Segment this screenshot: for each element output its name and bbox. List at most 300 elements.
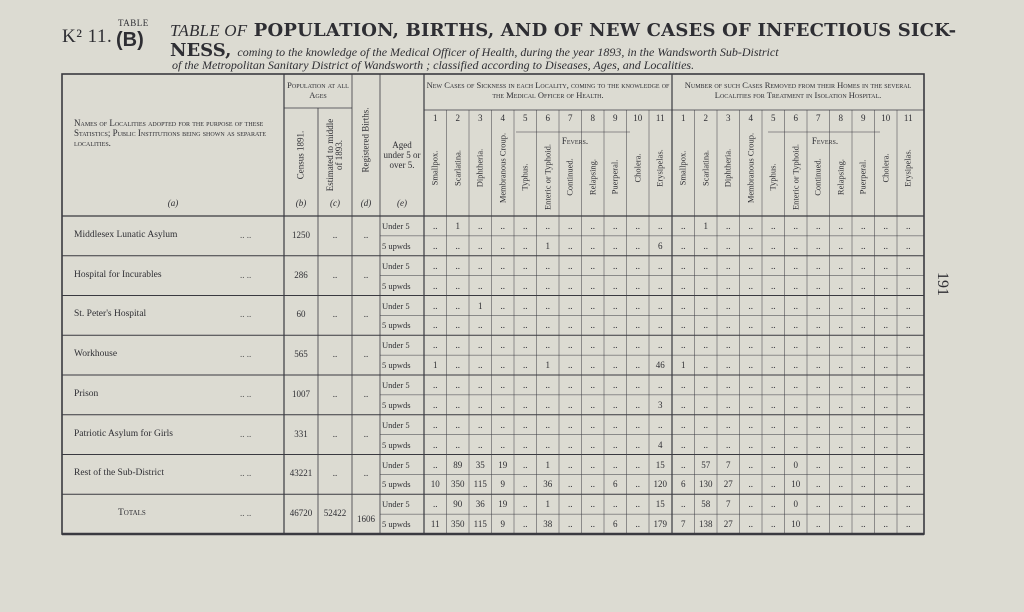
new-col-number: 7 <box>568 113 573 123</box>
new-over-cell: .. <box>523 519 528 530</box>
removed-under-cell: .. <box>838 221 843 231</box>
new-over-cell: 350 <box>451 479 465 490</box>
new-over-cell: 9 <box>500 519 505 530</box>
removed-under-cell: .. <box>793 380 798 390</box>
new-over-cell: .. <box>658 320 663 331</box>
removed-under-cell: .. <box>883 499 888 510</box>
new-under-cell: .. <box>433 340 438 351</box>
new-under-cell: .. <box>590 260 595 271</box>
new-under-cell: .. <box>658 419 663 430</box>
new-over-cell: .. <box>500 240 505 251</box>
new-over-cell: .. <box>500 439 505 450</box>
removed-over-cell: .. <box>771 280 776 291</box>
removed-under-cell: 7 <box>726 459 731 470</box>
removed-over-cell: .. <box>726 439 731 450</box>
new-under-cell: .. <box>523 300 528 311</box>
new-disease-header: Diphtheria. <box>474 148 485 188</box>
removed-over-cell: .. <box>883 280 888 291</box>
new-over-cell: .. <box>433 439 438 450</box>
removed-under-cell: .. <box>681 300 686 311</box>
removed-under-cell: .. <box>861 260 866 271</box>
removed-over-cell: .. <box>748 240 753 251</box>
removed-under-cell: .. <box>771 300 776 311</box>
removed-under-cell: 57 <box>701 459 711 470</box>
removed-under-cell: .. <box>861 499 866 510</box>
removed-under-cell: .. <box>906 380 911 390</box>
removed-under-cell: .. <box>748 221 753 231</box>
removed-over-cell: .. <box>703 240 708 251</box>
col-d-label: (d) <box>360 198 372 208</box>
new-over-cell: .. <box>613 439 618 450</box>
removed-col-number: 7 <box>816 113 821 123</box>
removed-over-cell: .. <box>726 280 731 291</box>
removed-over-cell: 27 <box>723 479 733 490</box>
new-under-cell: .. <box>523 340 528 351</box>
removed-under-cell: .. <box>793 300 798 311</box>
age-over-label: 5 upwds <box>382 439 411 450</box>
removed-over-cell: .. <box>771 320 776 331</box>
new-under-cell: 35 <box>475 459 485 470</box>
removed-under-cell: .. <box>793 260 798 271</box>
new-under-cell: .. <box>500 300 505 311</box>
census-value: 43221 <box>289 468 313 479</box>
removed-over-cell: .. <box>861 439 866 450</box>
estimated-header: Estimated to middle of 1893. <box>325 118 344 192</box>
removed-under-cell: .. <box>681 260 686 271</box>
removed-over-cell: .. <box>681 399 686 410</box>
removed-over-cell: .. <box>726 320 731 331</box>
new-over-cell: 36 <box>543 479 553 490</box>
removed-over-cell: 10 <box>791 479 801 490</box>
new-under-cell: .. <box>545 380 550 390</box>
removed-disease-header: Enteric or Typhoid. <box>790 143 801 211</box>
removed-under-cell: .. <box>861 221 866 231</box>
new-over-cell: .. <box>635 439 640 450</box>
removed-under-cell: .. <box>816 499 821 510</box>
new-over-cell: .. <box>568 360 573 371</box>
removed-over-cell: .. <box>883 240 888 251</box>
new-disease-header: Membranous Croup. <box>497 132 508 204</box>
removed-over-cell: .. <box>861 519 866 530</box>
new-over-cell: .. <box>568 519 573 530</box>
age-under-label: Under 5 <box>382 340 410 351</box>
new-under-cell: .. <box>478 221 483 231</box>
leader-dots: .. .. <box>240 269 252 280</box>
new-col-number: 4 <box>500 113 505 123</box>
names-header: Names of Localities adopted for the purpose of these Statistics; Public Institutions being shown as separate localities. <box>74 118 266 148</box>
new-under-cell: .. <box>613 459 618 470</box>
removed-disease-header: Erysipelas. <box>902 149 913 187</box>
new-col-number: 3 <box>478 113 483 123</box>
leader-dots: .. .. <box>240 349 252 360</box>
removed-over-cell: .. <box>681 240 686 251</box>
removed-under-cell: .. <box>748 459 753 470</box>
removed-over-cell: .. <box>681 280 686 291</box>
new-over-cell: 4 <box>658 439 663 450</box>
new-under-cell: .. <box>545 221 550 231</box>
removed-over-cell: .. <box>771 479 776 490</box>
new-under-cell: .. <box>635 221 640 231</box>
removed-under-cell: .. <box>816 380 821 390</box>
removed-under-cell: .. <box>883 459 888 470</box>
age-under-label: Under 5 <box>382 459 410 470</box>
new-over-cell: .. <box>478 399 483 410</box>
removed-over-cell: .. <box>748 280 753 291</box>
removed-under-cell: 58 <box>701 499 711 510</box>
leader-dots: .. .. <box>240 388 252 399</box>
new-under-cell: .. <box>613 499 618 510</box>
removed-under-cell: .. <box>883 300 888 311</box>
removed-under-cell: .. <box>748 340 753 351</box>
new-over-cell: .. <box>455 360 460 371</box>
removed-under-cell: .. <box>726 300 731 311</box>
births-value: .. <box>363 269 369 280</box>
new-under-cell: .. <box>545 340 550 351</box>
new-over-cell: .. <box>433 280 438 291</box>
new-under-cell: .. <box>613 340 618 351</box>
new-over-cell: .. <box>523 280 528 291</box>
new-under-cell: .. <box>500 260 505 271</box>
removed-over-cell: .. <box>883 360 888 371</box>
removed-under-cell: .. <box>748 419 753 430</box>
removed-over-cell: .. <box>838 399 843 410</box>
removed-over-cell: .. <box>906 399 911 410</box>
removed-over-cell: .. <box>816 360 821 371</box>
estimated-value: .. <box>332 229 338 240</box>
removed-over-cell: .. <box>816 439 821 450</box>
new-over-cell: .. <box>478 360 483 371</box>
removed-under-cell: .. <box>838 499 843 510</box>
removed-under-cell: .. <box>681 221 686 231</box>
new-under-cell: .. <box>455 300 460 311</box>
new-under-cell: .. <box>590 380 595 390</box>
removed-under-cell: .. <box>838 340 843 351</box>
age-over-label: 5 upwds <box>382 360 411 371</box>
new-under-cell: .. <box>523 459 528 470</box>
removed-disease-header: Continued. <box>812 158 823 196</box>
new-over-cell: .. <box>568 280 573 291</box>
new-under-cell: .. <box>568 419 573 430</box>
removed-disease-header: Scarlatina. <box>700 149 711 187</box>
removed-under-cell: .. <box>681 340 686 351</box>
births-value: 1606 <box>357 514 375 525</box>
new-over-cell: .. <box>590 439 595 450</box>
fevers-header-removed: Fevers. <box>811 136 839 146</box>
new-over-cell: .. <box>433 320 438 331</box>
new-over-cell: .. <box>523 360 528 371</box>
new-over-cell: .. <box>455 320 460 331</box>
new-under-cell: .. <box>568 260 573 271</box>
new-under-cell: .. <box>613 221 618 231</box>
new-over-cell: .. <box>613 240 618 251</box>
removed-over-cell: .. <box>816 519 821 530</box>
new-disease-header: Cholera. <box>632 153 643 183</box>
aged-header: Aged under 5 or over 5. <box>383 140 421 170</box>
removed-over-cell: .. <box>906 280 911 291</box>
removed-over-cell: .. <box>748 479 753 490</box>
census-value: 565 <box>294 349 308 360</box>
new-disease-header: Enteric or Typhoid. <box>542 143 553 211</box>
new-col-number: 9 <box>613 113 618 123</box>
removed-over-cell: .. <box>793 439 798 450</box>
location-name: Patriotic Asylum for Girls <box>74 428 173 439</box>
new-under-cell: .. <box>523 419 528 430</box>
removed-col-number: 6 <box>793 113 798 123</box>
removed-over-cell: .. <box>703 360 708 371</box>
removed-over-cell: .. <box>703 439 708 450</box>
removed-header: Number of such Cases Removed from their Homes in the several Localities for Treatment in Isolation Hospital. <box>684 80 912 100</box>
removed-under-cell: .. <box>906 499 911 510</box>
col-c-label: (c) <box>330 198 340 208</box>
removed-over-cell: .. <box>816 399 821 410</box>
new-over-cell: .. <box>455 240 460 251</box>
new-disease-header: Puerperal. <box>609 159 620 195</box>
leader-dots: .. .. <box>240 428 252 439</box>
new-over-cell: .. <box>590 280 595 291</box>
births-value: .. <box>363 229 369 240</box>
removed-under-cell: .. <box>816 419 821 430</box>
age-under-label: Under 5 <box>382 221 410 231</box>
new-over-cell: 3 <box>658 399 663 410</box>
removed-under-cell: .. <box>838 459 843 470</box>
location-name: Hospital for Incurables <box>74 269 162 280</box>
removed-under-cell: .. <box>681 499 686 510</box>
new-over-cell: .. <box>590 320 595 331</box>
removed-over-cell: .. <box>906 240 911 251</box>
new-col-number: 2 <box>455 113 460 123</box>
removed-over-cell: 10 <box>791 519 801 530</box>
new-col-number: 1 <box>433 113 438 123</box>
new-under-cell: .. <box>568 459 573 470</box>
new-under-cell: 1 <box>545 459 550 470</box>
new-over-cell: .. <box>635 320 640 331</box>
removed-under-cell: .. <box>816 459 821 470</box>
removed-under-cell: .. <box>883 380 888 390</box>
removed-over-cell: .. <box>883 320 888 331</box>
removed-under-cell: .. <box>816 221 821 231</box>
removed-over-cell: .. <box>771 240 776 251</box>
age-over-label: 5 upwds <box>382 519 411 530</box>
new-under-cell: .. <box>635 459 640 470</box>
removed-under-cell: .. <box>703 380 708 390</box>
removed-over-cell: .. <box>681 439 686 450</box>
new-over-cell: .. <box>613 399 618 410</box>
births-value: .. <box>363 428 369 439</box>
new-under-cell: .. <box>635 419 640 430</box>
new-under-cell: .. <box>478 260 483 271</box>
removed-over-cell: .. <box>838 439 843 450</box>
new-over-cell: 6 <box>613 519 618 530</box>
removed-over-cell: .. <box>726 360 731 371</box>
new-over-cell: .. <box>590 399 595 410</box>
new-over-cell: .. <box>568 439 573 450</box>
new-over-cell: .. <box>568 240 573 251</box>
new-under-cell: .. <box>523 260 528 271</box>
removed-under-cell: .. <box>726 260 731 271</box>
new-under-cell: .. <box>568 300 573 311</box>
location-name: Prison <box>74 388 99 399</box>
new-over-cell: 179 <box>653 519 667 530</box>
removed-over-cell: .. <box>861 280 866 291</box>
new-over-cell: .. <box>478 280 483 291</box>
location-name: St. Peter's Hospital <box>74 309 147 320</box>
title-line-1: TABLE OF POPULATION, BIRTHS, AND OF NEW CASES OF INFECTIOUS SICK- <box>170 20 957 41</box>
removed-disease-header: Cholera. <box>880 153 891 183</box>
table-letter: (B) <box>116 29 144 51</box>
removed-disease-header: Diphtheria. <box>722 148 733 188</box>
removed-over-cell: .. <box>883 519 888 530</box>
new-over-cell: 38 <box>543 519 553 530</box>
location-name: Workhouse <box>74 349 118 360</box>
removed-under-cell: .. <box>906 340 911 351</box>
new-over-cell: .. <box>635 399 640 410</box>
estimated-value: .. <box>332 428 338 439</box>
new-over-cell: .. <box>545 280 550 291</box>
new-disease-header: Typhus. <box>519 163 530 191</box>
new-under-cell: .. <box>545 260 550 271</box>
removed-over-cell: .. <box>703 280 708 291</box>
removed-over-cell: .. <box>748 439 753 450</box>
removed-under-cell: .. <box>681 419 686 430</box>
new-over-cell: .. <box>635 240 640 251</box>
new-under-cell: .. <box>590 419 595 430</box>
removed-over-cell: .. <box>726 240 731 251</box>
new-over-cell: .. <box>635 519 640 530</box>
removed-under-cell: .. <box>793 419 798 430</box>
new-over-cell: .. <box>433 240 438 251</box>
removed-over-cell: .. <box>816 240 821 251</box>
new-under-cell: .. <box>658 221 663 231</box>
new-over-cell: .. <box>523 320 528 331</box>
removed-under-cell: .. <box>838 300 843 311</box>
new-under-cell: .. <box>568 340 573 351</box>
removed-over-cell: .. <box>771 360 776 371</box>
removed-over-cell: .. <box>726 399 731 410</box>
new-under-cell: .. <box>433 380 438 390</box>
removed-over-cell: .. <box>861 320 866 331</box>
age-under-label: Under 5 <box>382 499 410 510</box>
removed-over-cell: .. <box>838 360 843 371</box>
removed-over-cell: .. <box>883 439 888 450</box>
removed-over-cell: .. <box>861 479 866 490</box>
removed-under-cell: .. <box>703 300 708 311</box>
new-under-cell: .. <box>455 380 460 390</box>
new-under-cell: .. <box>658 300 663 311</box>
removed-under-cell: .. <box>861 419 866 430</box>
estimated-value: 52422 <box>323 508 347 519</box>
removed-over-cell: .. <box>793 240 798 251</box>
births-header: Registered Births. <box>360 107 371 173</box>
leader-dots: .. .. <box>240 309 252 320</box>
age-under-label: Under 5 <box>382 260 410 271</box>
new-under-cell: .. <box>613 380 618 390</box>
table-word: TABLE <box>118 18 149 28</box>
new-under-cell: .. <box>545 419 550 430</box>
removed-over-cell: 138 <box>699 519 713 530</box>
population-header: Population at all Ages <box>287 80 349 100</box>
removed-under-cell: .. <box>771 499 776 510</box>
removed-disease-header: Relapsing. <box>835 158 846 196</box>
removed-over-cell: .. <box>703 320 708 331</box>
new-over-cell: .. <box>455 439 460 450</box>
estimated-value: .. <box>332 309 338 320</box>
removed-under-cell: 7 <box>726 499 731 510</box>
new-under-cell: .. <box>590 340 595 351</box>
census-header: Census 1891. <box>295 130 306 180</box>
new-over-cell: .. <box>568 399 573 410</box>
new-over-cell: 9 <box>500 479 505 490</box>
new-under-cell: 15 <box>655 499 665 510</box>
removed-over-cell: 27 <box>723 519 733 530</box>
removed-under-cell: .. <box>816 300 821 311</box>
removed-under-cell: .. <box>793 221 798 231</box>
removed-under-cell: .. <box>906 300 911 311</box>
col-e-label: (e) <box>397 198 407 208</box>
new-over-cell: .. <box>613 280 618 291</box>
new-under-cell: .. <box>500 340 505 351</box>
new-under-cell: .. <box>568 221 573 231</box>
removed-over-cell: .. <box>816 320 821 331</box>
new-over-cell: .. <box>523 240 528 251</box>
new-over-cell: .. <box>568 320 573 331</box>
age-over-label: 5 upwds <box>382 320 411 331</box>
leader-dots: .. .. <box>240 508 252 519</box>
new-over-cell: 6 <box>613 479 618 490</box>
new-under-cell: .. <box>613 260 618 271</box>
new-over-cell: 115 <box>473 479 487 490</box>
removed-over-cell: .. <box>906 320 911 331</box>
new-over-cell: .. <box>545 320 550 331</box>
new-under-cell: .. <box>455 260 460 271</box>
new-under-cell: .. <box>433 221 438 231</box>
removed-under-cell: .. <box>883 221 888 231</box>
new-under-cell: .. <box>568 380 573 390</box>
new-over-cell: .. <box>635 360 640 371</box>
removed-under-cell: .. <box>861 300 866 311</box>
removed-under-cell: .. <box>793 340 798 351</box>
col-b-label: (b) <box>295 198 307 208</box>
removed-under-cell: .. <box>838 419 843 430</box>
new-under-cell: .. <box>433 300 438 311</box>
removed-under-cell: .. <box>748 499 753 510</box>
removed-disease-header: Membranous Croup. <box>745 132 756 204</box>
removed-col-number: 8 <box>838 113 843 123</box>
removed-under-cell: .. <box>816 340 821 351</box>
new-under-cell: .. <box>590 221 595 231</box>
new-over-cell: .. <box>590 240 595 251</box>
removed-over-cell: .. <box>883 399 888 410</box>
removed-over-cell: .. <box>771 439 776 450</box>
new-under-cell: .. <box>613 300 618 311</box>
age-under-label: Under 5 <box>382 380 410 390</box>
removed-under-cell: .. <box>726 221 731 231</box>
new-over-cell: .. <box>635 280 640 291</box>
new-over-cell: .. <box>545 399 550 410</box>
new-under-cell: 19 <box>498 459 508 470</box>
age-under-label: Under 5 <box>382 300 410 311</box>
new-under-cell: .. <box>478 340 483 351</box>
removed-under-cell: .. <box>681 459 686 470</box>
new-under-cell: .. <box>478 380 483 390</box>
new-disease-header: Relapsing. <box>587 158 598 196</box>
page-number: 191 <box>934 272 951 296</box>
new-under-cell: .. <box>635 340 640 351</box>
new-under-cell: .. <box>433 260 438 271</box>
new-over-cell: 115 <box>473 519 487 530</box>
new-over-cell: .. <box>455 399 460 410</box>
new-col-number: 8 <box>590 113 595 123</box>
removed-over-cell: 6 <box>681 479 686 490</box>
